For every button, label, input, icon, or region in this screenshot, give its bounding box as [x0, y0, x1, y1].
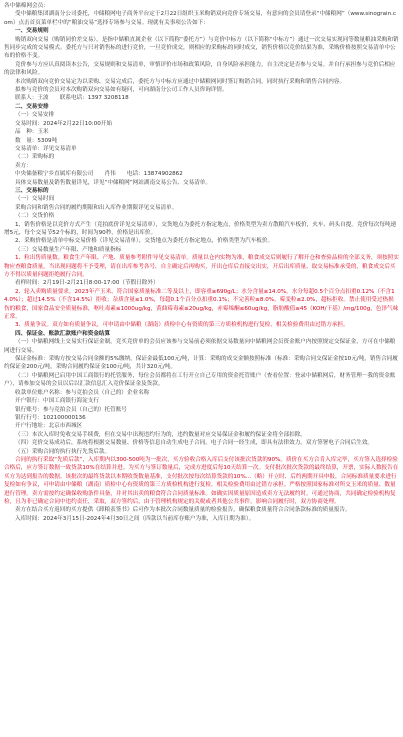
section-title-target: 三、交易标的	[15, 187, 49, 194]
target-line: （三）交易数量生产年限、产地和质量指标	[15, 246, 122, 253]
deposit-line: （四）竞价交易成功后，系统将根据交易数量、价格等信息自动生成电子合同。电子合同一经生成，即具有法律效力。双方签署电子合同后生效。	[15, 440, 374, 447]
rules-paragraph: 竞价参与方应认真阅读本公告，交易规则和交易清单，审慎评价市场和政策风险，自身风险承担能力，自主决定是否参与交易。并自行承担参与竞价后相应的法律和风险。	[4, 61, 396, 77]
deposit-line: 卖方在结合买方返回的买方提供《卸粮表签书》后可作为本批次合同数量质量的检验报告，确保粮食质量符合合同条款标准的质量报告。	[15, 507, 351, 514]
target-line: 1、销售价格是以竞价方式产生（竞拍底价详见交易清单），交货地点为委托方指定地点，价格类型为卖方散粮汽车板价，火车、码头自提。竞价每次每吨递增5元，每个交易节52个标的，时间为90秒，价格是出库价。	[4, 221, 397, 236]
arrangement-line: 品 种：玉米	[15, 129, 49, 136]
seller-line: 中央储备粮宁乡直属库有限公司 肖伟 电话：13874902862	[15, 171, 183, 178]
account-line: 银行账号：参与竞拍会员（自己的）托管账号	[15, 406, 127, 413]
rules-paragraph: 本次购销双向竞价交易定为以采购、交易完成后，委托方与中标方应通过中储粮网同时签订购销合同，同时执行采购和销售合同内容。	[15, 78, 346, 85]
viewing-time: 看样时间：2月19日-2月21日8:00-17:00（节假日除外）	[15, 280, 159, 287]
rules-paragraph: 拟参与竞价的会员对本次购销双向交易如有疑问，可向湖南分公司工作人员咨询详情。	[15, 87, 228, 94]
seller-line: 具体交易数量及销售数量详见，详见“中储粮网”网站湖南交易公告、交易清单。	[15, 179, 211, 186]
section-title-rules: 一、交易规则	[15, 28, 49, 35]
target-line: （一）交易时间	[15, 196, 55, 203]
arrangement-line: 交易时间：2024年2月22日10:00开始	[15, 120, 112, 127]
subsection-title: （二）采购标的	[15, 154, 55, 161]
target-line: 采购合同和销售合同的履约期限和出入库作业期限详见交易清单。	[15, 204, 178, 211]
contract-execution: 合同的执行采取“先质后款”，入库期内以300-500吨为一批次，买方验收合格入库后支付该批次货款的90%。质价在买方合肯入库完毕，买方签入选择检验合格后，应方签订数据一致货款10%在结算并进。为买方与签订数量后，完成方进度后每10天结算一次。支付批次批次货款的最终结算，开票，实际人数报告在买方为达到报告的数据。该批次的最终货款以本期收货数量基准，支付批次按每次结算货款的10%...（略）开立时、后约两期开具申报，合同标准质量要求进行复检如有争议，可申请由中储粮（湖南）质检中心有资质的第三方质检机构进行复检，相关检验费用由过错方承担。严格按照国家标准对所交玉米的质量、数量进行管理。卖方需按约定确保收购条件具备，并对其出卖的粮食符合合同质量标准。如确实因质量原因造成卖方无法履约时，可通过协商，共同确定检验机构复检，且为非已确定合同中违约责任，采取，双方签约后，由于管理机构规定的关税或者其他公共事件，影响合同履行时，双方协商处理。	[4, 456, 399, 505]
arrangement-line: 数 量：5309吨	[15, 137, 58, 144]
deposit-line: （一）中储粮网线上交易实行保证金制，竞买竞价单的会员应该参与交易前必须依据交易数量向中储粮网会员资金账户内按照规定交保证金，方可在中储粮网进行交易。	[4, 339, 396, 354]
seller-line: 卖方：	[15, 162, 32, 169]
account-line: 开户行地址：北京市西城区	[15, 423, 83, 430]
quality-requirement: 2、轮入卖购质量要求。2023年产玉米，符合国家质量标准二等及以上，即容重≥690g/L；水分含量≤14.0%，水分每超0.5个百分点扣重0.12%（不含14.0%）；超过14.5%（不含14.5%）拒收；杂质含量≤1.0%，每超0.1个百分点扣重0.1%；不完善粒≤8.0%，霉变粒≤2.0%，超标拒收。禁止使用受过热损伤的粮食，国家食品安全质量标准，呕吐毒素≤1000ug/kg，黄曲霉毒素≤20ug/kg，赤霉烯酮≤60ug/kg，脂肪酸值≤45（KOH/干基）/mg/100g，色泽气味正常。	[4, 288, 399, 321]
deposit-line: 保证金标准：采购方按交易合同金额的5%缴纳，保证金最低100元/吨，计算：采购的成交金额按照标准（标准：采购合同交保证金按10元/吨，销售合同履约保证金200元/吨，采购合同履约保证金100元/吨，共计320元/吨。	[4, 356, 398, 371]
intro-paragraph: 受中储粮集团湖南分公司委托，中储粮网电子商务平台定于2月22日组织玉米购销双向竞价专场交易，有意向的会员请登录“中储粮网”（www.sinograin.com）点击首页菜单栏中的“粮油交易”选择专场参与交易。现就有关事项公告如下：	[4, 11, 396, 26]
account-line: 收款单位账户名称：参与竞拍会员（自己的）企业名称	[15, 389, 150, 396]
deposit-line: （三）本次入库时免收交易手续费，但在交易中出现违约行为的，违约数量对应交易保证金和履约保证金将全部扣除。	[15, 431, 306, 438]
rules-paragraph: 购销双向交易（购销同价差交易），是指中储粮直属企业（以下简称“委托方”）与竞价中标方（以下简称“中标方”）通过一次交易实现同等数量粮油采购和销售同步完成的交易模式。委托方与只对销售标的进行竞价，一旦竞价成交，则相应的采购标的同时成交，销售价格以竞价结果为准，采购价格按照交易清单中公布的价格不变。	[4, 36, 399, 60]
section-title-arrangement: 二、交易安排	[15, 103, 49, 110]
contact-line: 联系人：王波 联系电话：1397 3208118	[15, 95, 129, 102]
target-line: 2、采购价格是清单中标交易价格（详见交易清单），交货地点为委托方指定地点，价格类型为汽车板价。	[15, 238, 274, 245]
salutation: 各中储棉网会员：	[4, 3, 49, 9]
deposit-line: （五）采购合同的执行执行先货后款。	[15, 448, 111, 455]
account-line: 银行行号：102100000136	[15, 414, 86, 421]
target-line: （二）交货价格	[15, 213, 55, 220]
arrangement-line: 交易清单：详见交易清单	[15, 145, 77, 152]
account-line: 开户银行：中国工商银行海淀支行	[15, 398, 99, 405]
section-title-deposit: 四、保证金、账款汇款账户和资金结算	[15, 330, 111, 337]
deposit-line: （二）中储粮网已启用中国工商银行的托管服务，每位会员都将在工行开立自己专用的资金托管账户（查看位置：登录中储粮网后，财务管理－我的资金账户），请参加交易的会员以后以汇款信息汇入竞价保证金及货款。	[4, 372, 396, 388]
storage-time: 入库时间：2024年3月15日-2024年4月30日之间（四款以当前库存账户为准，入库日期为准）。	[15, 515, 255, 522]
quality-warning: 1、粒出售质量数。粮食生产年限、产地、质量参考附件导见交易清单。质量以仓内实物为准，粮食成交后则履行了解开仓和查验品检的全部义务，须按照实物应查粮食质量，当出现问题将不予受理，请在出库参考各号，自主确定后再购买，开出仓库后直接交出实，开后出库质量、取交易标准承受的，粮食成交后买方不得以质量问题拒绝履行合同。	[4, 255, 399, 278]
quality-dispute: 3、质量争议。双方如有质量争议，可申请由中储粮（湖南）质检中心有资质的第三方质检机构进行复检，相关检验费用由过错方承担。	[15, 322, 349, 329]
subsection-title: （一）交易安排	[15, 112, 55, 119]
